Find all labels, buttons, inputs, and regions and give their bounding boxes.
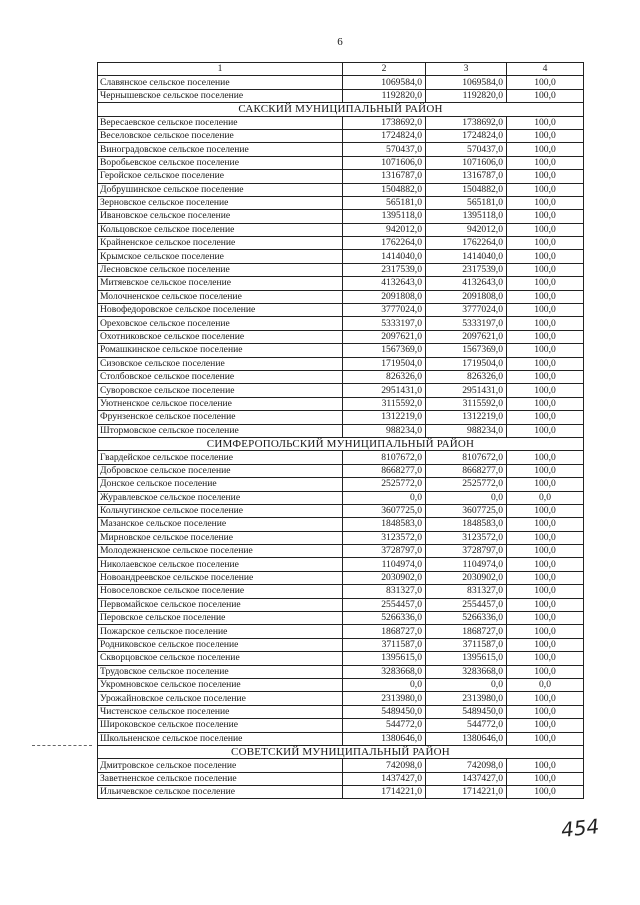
settlement-name-cell: Чистенское сельское поселение <box>98 705 343 718</box>
margin-mark <box>32 745 92 746</box>
settlement-name-cell: Веселовское сельское поселение <box>98 129 343 142</box>
value-col-3-cell: 1504882,0 <box>426 183 507 196</box>
value-col-3-cell: 1192820,0 <box>426 89 507 102</box>
percent-cell: 100,0 <box>507 786 584 799</box>
value-col-2-cell: 1437427,0 <box>343 772 426 785</box>
table-row <box>98 370 584 383</box>
settlement-name-cell: Виноградовское сельское поселение <box>98 143 343 156</box>
value-col-2-cell: 2525772,0 <box>343 478 426 491</box>
settlement-name-cell: Добрушинское сельское поселение <box>98 183 343 196</box>
percent-cell: 100,0 <box>507 719 584 732</box>
value-col-2-cell: 3607725,0 <box>343 504 426 517</box>
value-col-2-cell: 1414040,0 <box>343 250 426 263</box>
value-col-3-cell: 2091808,0 <box>426 290 507 303</box>
settlement-name-cell: Вересаевское сельское поселение <box>98 116 343 129</box>
settlement-name-cell: Столбовское сельское поселение <box>98 370 343 383</box>
settlement-name-cell: Ромашкинское сельское поселение <box>98 344 343 357</box>
value-col-2-cell: 2951431,0 <box>343 384 426 397</box>
value-col-2-cell: 2554457,0 <box>343 598 426 611</box>
table-row <box>98 250 584 263</box>
percent-cell: 100,0 <box>507 692 584 705</box>
table-row <box>98 598 584 611</box>
value-col-3-cell: 3123572,0 <box>426 531 507 544</box>
value-col-2-cell: 8668277,0 <box>343 464 426 477</box>
settlement-name-cell: Пожарское сельское поселение <box>98 625 343 638</box>
table-row <box>98 478 584 491</box>
settlement-name-cell: Лесновское сельское поселение <box>98 263 343 276</box>
value-col-3-cell: 1316787,0 <box>426 170 507 183</box>
value-col-3-cell: 1567369,0 <box>426 344 507 357</box>
percent-cell: 100,0 <box>507 304 584 317</box>
table-row <box>98 585 584 598</box>
value-col-3-cell: 3728797,0 <box>426 545 507 558</box>
table-row <box>98 504 584 517</box>
settlement-name-cell: Николаевское сельское поселение <box>98 558 343 571</box>
table-row <box>98 719 584 732</box>
percent-cell: 100,0 <box>507 665 584 678</box>
value-col-3-cell: 570437,0 <box>426 143 507 156</box>
value-col-2-cell: 1762264,0 <box>343 237 426 250</box>
settlement-name-cell: Перовское сельское поселение <box>98 612 343 625</box>
table-row <box>98 558 584 571</box>
table-row <box>98 170 584 183</box>
percent-cell: 100,0 <box>507 571 584 584</box>
value-col-3-cell: 1762264,0 <box>426 237 507 250</box>
percent-cell: 0,0 <box>507 678 584 691</box>
percent-cell: 100,0 <box>507 156 584 169</box>
settlement-name-cell: Охотниковское сельское поселение <box>98 330 343 343</box>
table-row <box>98 89 584 102</box>
percent-cell: 100,0 <box>507 290 584 303</box>
settlement-name-cell: Фрунзенское сельское поселение <box>98 411 343 424</box>
percent-cell: 100,0 <box>507 330 584 343</box>
settlement-name-cell: Мирновское сельское поселение <box>98 531 343 544</box>
value-col-2-cell: 1868727,0 <box>343 625 426 638</box>
value-col-2-cell: 1380646,0 <box>343 732 426 745</box>
value-col-2-cell: 3283668,0 <box>343 665 426 678</box>
settlement-name-cell: Новофедоровское сельское поселение <box>98 304 343 317</box>
percent-cell: 100,0 <box>507 652 584 665</box>
settlement-name-cell: Дмитровское сельское поселение <box>98 759 343 772</box>
percent-cell: 100,0 <box>507 772 584 785</box>
value-col-2-cell: 3115592,0 <box>343 397 426 410</box>
table-row <box>98 210 584 223</box>
value-col-2-cell: 565181,0 <box>343 196 426 209</box>
value-col-3-cell: 3115592,0 <box>426 397 507 410</box>
percent-cell: 100,0 <box>507 129 584 142</box>
percent-cell: 100,0 <box>507 89 584 102</box>
settlement-name-cell: Уютненское сельское поселение <box>98 397 343 410</box>
table-row <box>98 759 584 772</box>
settlement-name-cell: Добровское сельское поселение <box>98 464 343 477</box>
percent-cell: 100,0 <box>507 143 584 156</box>
value-col-2-cell: 826326,0 <box>343 370 426 383</box>
page-number: 6 <box>337 36 343 48</box>
header-row <box>98 63 584 76</box>
value-col-3-cell: 2317539,0 <box>426 263 507 276</box>
value-col-2-cell: 2317539,0 <box>343 263 426 276</box>
percent-cell: 100,0 <box>507 357 584 370</box>
value-col-3-cell: 826326,0 <box>426 370 507 383</box>
settlement-name-cell: Кольчугинское сельское поселение <box>98 504 343 517</box>
settlement-name-cell: Геройское сельское поселение <box>98 170 343 183</box>
value-col-3-cell: 5333197,0 <box>426 317 507 330</box>
section-header-row <box>98 437 584 450</box>
percent-cell: 100,0 <box>507 545 584 558</box>
value-col-3-cell: 0,0 <box>426 491 507 504</box>
settlement-name-cell: Воробьевское сельское поселение <box>98 156 343 169</box>
value-col-3-cell: 5489450,0 <box>426 705 507 718</box>
table-row <box>98 116 584 129</box>
value-col-2-cell: 2091808,0 <box>343 290 426 303</box>
percent-cell: 100,0 <box>507 585 584 598</box>
settlement-name-cell: Ивановское сельское поселение <box>98 210 343 223</box>
budget-table-container <box>97 62 584 799</box>
value-col-2-cell: 1192820,0 <box>343 89 426 102</box>
value-col-3-cell: 565181,0 <box>426 196 507 209</box>
value-col-3-cell: 0,0 <box>426 678 507 691</box>
percent-cell: 100,0 <box>507 250 584 263</box>
value-col-3-cell: 8668277,0 <box>426 464 507 477</box>
settlement-name-cell: Молочненское сельское поселение <box>98 290 343 303</box>
percent-cell: 100,0 <box>507 196 584 209</box>
settlement-name-cell: Гвардейское сельское поселение <box>98 451 343 464</box>
header-col-3: 3 <box>426 63 507 76</box>
value-col-3-cell: 544772,0 <box>426 719 507 732</box>
settlement-name-cell: Школьненское сельское поселение <box>98 732 343 745</box>
value-col-3-cell: 3777024,0 <box>426 304 507 317</box>
percent-cell: 100,0 <box>507 223 584 236</box>
settlement-name-cell: Новоандреевское сельское поселение <box>98 571 343 584</box>
percent-cell: 100,0 <box>507 705 584 718</box>
value-col-2-cell: 1848583,0 <box>343 518 426 531</box>
percent-cell: 100,0 <box>507 558 584 571</box>
percent-cell: 100,0 <box>507 732 584 745</box>
value-col-2-cell: 0,0 <box>343 678 426 691</box>
percent-cell: 100,0 <box>507 384 584 397</box>
value-col-2-cell: 1504882,0 <box>343 183 426 196</box>
value-col-2-cell: 5266336,0 <box>343 612 426 625</box>
value-col-3-cell: 1719504,0 <box>426 357 507 370</box>
value-col-3-cell: 1414040,0 <box>426 250 507 263</box>
value-col-2-cell: 1738692,0 <box>343 116 426 129</box>
table-row <box>98 183 584 196</box>
table-row <box>98 518 584 531</box>
percent-cell: 100,0 <box>507 76 584 89</box>
value-col-2-cell: 3711587,0 <box>343 638 426 651</box>
settlement-name-cell: Новоселовское сельское поселение <box>98 585 343 598</box>
value-col-2-cell: 988234,0 <box>343 424 426 437</box>
table-row <box>98 317 584 330</box>
value-col-3-cell: 1312219,0 <box>426 411 507 424</box>
value-col-3-cell: 1395118,0 <box>426 210 507 223</box>
percent-cell: 100,0 <box>507 612 584 625</box>
settlement-name-cell: Скворцовское сельское поселение <box>98 652 343 665</box>
table-row <box>98 531 584 544</box>
table-row <box>98 277 584 290</box>
value-col-2-cell: 5489450,0 <box>343 705 426 718</box>
table-row <box>98 638 584 651</box>
settlement-name-cell: Зерновское сельское поселение <box>98 196 343 209</box>
value-col-3-cell: 831327,0 <box>426 585 507 598</box>
table-row <box>98 290 584 303</box>
settlement-name-cell: Чернышевское сельское поселение <box>98 89 343 102</box>
table-row <box>98 129 584 142</box>
percent-cell: 100,0 <box>507 370 584 383</box>
table-row <box>98 678 584 691</box>
value-col-3-cell: 1071606,0 <box>426 156 507 169</box>
value-col-3-cell: 1738692,0 <box>426 116 507 129</box>
header-col-1: 1 <box>98 63 343 76</box>
table-row <box>98 330 584 343</box>
percent-cell: 100,0 <box>507 625 584 638</box>
percent-cell: 100,0 <box>507 344 584 357</box>
budget-table <box>97 62 584 799</box>
section-title: САКСКИЙ МУНИЦИПАЛЬНЫЙ РАЙОН <box>98 103 584 116</box>
value-col-3-cell: 1104974,0 <box>426 558 507 571</box>
table-row <box>98 156 584 169</box>
value-col-3-cell: 1395615,0 <box>426 652 507 665</box>
value-col-3-cell: 1380646,0 <box>426 732 507 745</box>
settlement-name-cell: Ильичевское сельское поселение <box>98 786 343 799</box>
value-col-3-cell: 2097621,0 <box>426 330 507 343</box>
header-col-4: 4 <box>507 63 584 76</box>
percent-cell: 100,0 <box>507 116 584 129</box>
table-row <box>98 237 584 250</box>
section-title: СИМФЕРОПОЛЬСКИЙ МУНИЦИПАЛЬНЫЙ РАЙОН <box>98 437 584 450</box>
table-row <box>98 143 584 156</box>
section-header-row <box>98 745 584 758</box>
value-col-3-cell: 5266336,0 <box>426 612 507 625</box>
table-row <box>98 772 584 785</box>
value-col-3-cell: 8107672,0 <box>426 451 507 464</box>
value-col-3-cell: 942012,0 <box>426 223 507 236</box>
value-col-2-cell: 1395118,0 <box>343 210 426 223</box>
value-col-3-cell: 2525772,0 <box>426 478 507 491</box>
table-row <box>98 491 584 504</box>
table-row <box>98 397 584 410</box>
percent-cell: 100,0 <box>507 397 584 410</box>
settlement-name-cell: Родниковское сельское поселение <box>98 638 343 651</box>
value-col-2-cell: 570437,0 <box>343 143 426 156</box>
table-body <box>98 76 584 799</box>
table-row <box>98 625 584 638</box>
settlement-name-cell: Молодежненское сельское поселение <box>98 545 343 558</box>
value-col-2-cell: 942012,0 <box>343 223 426 236</box>
settlement-name-cell: Митяевское сельское поселение <box>98 277 343 290</box>
settlement-name-cell: Кольцовское сельское поселение <box>98 223 343 236</box>
table-row <box>98 344 584 357</box>
table-row <box>98 705 584 718</box>
percent-cell: 100,0 <box>507 598 584 611</box>
percent-cell: 100,0 <box>507 759 584 772</box>
value-col-3-cell: 742098,0 <box>426 759 507 772</box>
value-col-2-cell: 2097621,0 <box>343 330 426 343</box>
percent-cell: 100,0 <box>507 411 584 424</box>
table-row <box>98 732 584 745</box>
value-col-2-cell: 3728797,0 <box>343 545 426 558</box>
table-row <box>98 692 584 705</box>
percent-cell: 100,0 <box>507 277 584 290</box>
settlement-name-cell: Первомайское сельское поселение <box>98 598 343 611</box>
value-col-3-cell: 1069584,0 <box>426 76 507 89</box>
table-row <box>98 223 584 236</box>
settlement-name-cell: Крайненское сельское поселение <box>98 237 343 250</box>
value-col-2-cell: 2313980,0 <box>343 692 426 705</box>
table-row <box>98 304 584 317</box>
settlement-name-cell: Урожайновское сельское поселение <box>98 692 343 705</box>
value-col-3-cell: 4132643,0 <box>426 277 507 290</box>
value-col-2-cell: 2030902,0 <box>343 571 426 584</box>
value-col-2-cell: 4132643,0 <box>343 277 426 290</box>
value-col-3-cell: 2030902,0 <box>426 571 507 584</box>
settlement-name-cell: Журавлевское сельское поселение <box>98 491 343 504</box>
percent-cell: 100,0 <box>507 170 584 183</box>
settlement-name-cell: Заветненское сельское поселение <box>98 772 343 785</box>
value-col-2-cell: 5333197,0 <box>343 317 426 330</box>
value-col-3-cell: 988234,0 <box>426 424 507 437</box>
percent-cell: 100,0 <box>507 451 584 464</box>
value-col-3-cell: 2313980,0 <box>426 692 507 705</box>
value-col-3-cell: 3283668,0 <box>426 665 507 678</box>
percent-cell: 100,0 <box>507 504 584 517</box>
settlement-name-cell: Мазанское сельское поселение <box>98 518 343 531</box>
section-header-row <box>98 103 584 116</box>
settlement-name-cell: Штормовское сельское поселение <box>98 424 343 437</box>
percent-cell: 100,0 <box>507 464 584 477</box>
percent-cell: 100,0 <box>507 518 584 531</box>
table-row <box>98 786 584 799</box>
value-col-3-cell: 2951431,0 <box>426 384 507 397</box>
settlement-name-cell: Славянское сельское поселение <box>98 76 343 89</box>
table-row <box>98 571 584 584</box>
table-row <box>98 411 584 424</box>
table-row <box>98 76 584 89</box>
percent-cell: 100,0 <box>507 317 584 330</box>
value-col-2-cell: 1567369,0 <box>343 344 426 357</box>
percent-cell: 100,0 <box>507 478 584 491</box>
value-col-2-cell: 1395615,0 <box>343 652 426 665</box>
percent-cell: 100,0 <box>507 210 584 223</box>
value-col-3-cell: 1724824,0 <box>426 129 507 142</box>
percent-cell: 100,0 <box>507 237 584 250</box>
section-title: СОВЕТСКИЙ МУНИЦИПАЛЬНЫЙ РАЙОН <box>98 745 584 758</box>
table-row <box>98 464 584 477</box>
percent-cell: 0,0 <box>507 491 584 504</box>
percent-cell: 100,0 <box>507 531 584 544</box>
value-col-2-cell: 1714221,0 <box>343 786 426 799</box>
value-col-2-cell: 1312219,0 <box>343 411 426 424</box>
value-col-2-cell: 742098,0 <box>343 759 426 772</box>
table-row <box>98 652 584 665</box>
settlement-name-cell: Донское сельское поселение <box>98 478 343 491</box>
table-row <box>98 263 584 276</box>
value-col-3-cell: 3711587,0 <box>426 638 507 651</box>
settlement-name-cell: Трудовское сельское поселение <box>98 665 343 678</box>
percent-cell: 100,0 <box>507 263 584 276</box>
value-col-2-cell: 1071606,0 <box>343 156 426 169</box>
value-col-3-cell: 3607725,0 <box>426 504 507 517</box>
table-row <box>98 357 584 370</box>
value-col-2-cell: 1316787,0 <box>343 170 426 183</box>
table-row <box>98 451 584 464</box>
table-row <box>98 384 584 397</box>
value-col-2-cell: 1724824,0 <box>343 129 426 142</box>
value-col-2-cell: 544772,0 <box>343 719 426 732</box>
settlement-name-cell: Укромновское сельское поселение <box>98 678 343 691</box>
settlement-name-cell: Сизовское сельское поселение <box>98 357 343 370</box>
settlement-name-cell: Широковское сельское поселение <box>98 719 343 732</box>
value-col-2-cell: 3123572,0 <box>343 531 426 544</box>
value-col-2-cell: 1104974,0 <box>343 558 426 571</box>
value-col-2-cell: 831327,0 <box>343 585 426 598</box>
value-col-3-cell: 1714221,0 <box>426 786 507 799</box>
percent-cell: 100,0 <box>507 183 584 196</box>
value-col-2-cell: 3777024,0 <box>343 304 426 317</box>
table-row <box>98 424 584 437</box>
value-col-2-cell: 1069584,0 <box>343 76 426 89</box>
table-row <box>98 612 584 625</box>
settlement-name-cell: Крымское сельское поселение <box>98 250 343 263</box>
value-col-3-cell: 1868727,0 <box>426 625 507 638</box>
percent-cell: 100,0 <box>507 424 584 437</box>
percent-cell: 100,0 <box>507 638 584 651</box>
value-col-2-cell: 0,0 <box>343 491 426 504</box>
value-col-3-cell: 1437427,0 <box>426 772 507 785</box>
table-row <box>98 545 584 558</box>
header-col-2: 2 <box>343 63 426 76</box>
table-row <box>98 665 584 678</box>
value-col-3-cell: 2554457,0 <box>426 598 507 611</box>
value-col-3-cell: 1848583,0 <box>426 518 507 531</box>
table-row <box>98 196 584 209</box>
settlement-name-cell: Ореховское сельское поселение <box>98 317 343 330</box>
settlement-name-cell: Суворовское сельское поселение <box>98 384 343 397</box>
value-col-2-cell: 8107672,0 <box>343 451 426 464</box>
handwritten-page-mark: 454 <box>559 814 601 842</box>
value-col-2-cell: 1719504,0 <box>343 357 426 370</box>
